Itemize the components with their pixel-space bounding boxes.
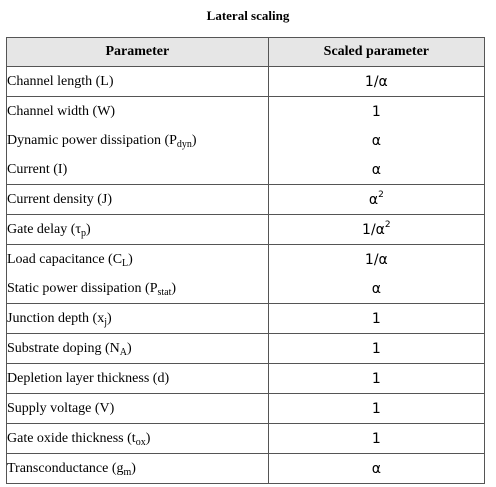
table-row (7, 126, 485, 155)
scaled-cell (268, 394, 484, 424)
parameter-suffix: ) (131, 460, 136, 476)
parameter-cell (7, 274, 269, 304)
table-row (7, 364, 485, 394)
parameter-name: Channel width (W) (7, 103, 116, 119)
parameter-name: Channel length (L) (7, 73, 114, 89)
lateral-scaling-table (6, 37, 485, 484)
parameter-name: Depletion layer thickness (d) (7, 370, 170, 386)
parameter-name: Current density (J) (7, 191, 112, 207)
parameter-cell (7, 394, 269, 424)
scaled-value: 1/α (364, 73, 388, 90)
scaled-value: 1/α (364, 251, 388, 268)
parameter-suffix: ) (128, 251, 133, 267)
table-row (7, 215, 485, 245)
table-header-row (7, 38, 485, 67)
parameter-suffix: ) (127, 340, 132, 356)
scaled-value: 1 (371, 400, 381, 417)
table-row (7, 424, 485, 454)
parameter-suffix: ) (171, 280, 177, 296)
parameter-name: Gate oxide thickness (t (7, 430, 136, 446)
parameter-cell (7, 454, 269, 484)
parameter-subscript: dyn (176, 138, 192, 150)
parameter-subscript: m (123, 466, 132, 478)
scaled-cell (268, 424, 484, 454)
header-scaled-parameter: Scaled parameter (268, 38, 484, 67)
parameter-cell (7, 97, 269, 127)
scaled-cell (268, 185, 484, 215)
scaled-value: 1/α (362, 221, 385, 238)
scaled-value: α (371, 132, 381, 149)
scaled-value: 1 (371, 340, 381, 357)
parameter-name: Junction depth (x (7, 310, 105, 326)
parameter-subscript: j (104, 316, 107, 328)
parameter-subscript: stat (157, 286, 172, 298)
parameter-suffix: ) (86, 221, 91, 237)
parameter-cell (7, 126, 269, 155)
parameter-cell (7, 67, 269, 97)
parameter-suffix: ) (107, 310, 112, 326)
table-row (7, 274, 485, 304)
table-row (7, 185, 485, 215)
scaled-value: 1 (371, 430, 381, 447)
parameter-cell (7, 155, 269, 185)
scaled-exponent: 2 (384, 219, 391, 230)
parameter-name: Substrate doping (N (7, 340, 120, 356)
parameter-cell (7, 245, 269, 275)
scaled-cell (268, 155, 484, 185)
header-parameter: Parameter (7, 38, 269, 67)
parameter-name: Gate delay (τ (7, 221, 82, 237)
parameter-cell (7, 185, 269, 215)
table-title: Lateral scaling (206, 8, 290, 23)
scaled-cell (268, 334, 484, 364)
scaled-cell (268, 245, 484, 275)
table-row (7, 155, 485, 185)
scaled-value: α (371, 460, 381, 477)
parameter-cell (7, 424, 269, 454)
scaled-cell (268, 364, 484, 394)
scaled-cell (268, 67, 484, 97)
parameter-subscript: L (122, 257, 129, 269)
parameter-name: Dynamic power dissipation (P (7, 132, 177, 148)
parameter-name: Static power dissipation (P (7, 280, 158, 296)
scaled-cell (268, 215, 484, 245)
scaled-exponent: 2 (378, 189, 384, 200)
scaled-value: α (371, 161, 381, 178)
parameter-cell (7, 215, 269, 245)
table-row (7, 334, 485, 364)
parameter-name: Current (I) (7, 161, 68, 177)
scaled-cell (268, 454, 484, 484)
parameter-cell (7, 334, 269, 364)
parameter-subscript: p (81, 227, 87, 239)
scaled-value: 1 (371, 310, 381, 327)
parameter-suffix: ) (191, 132, 197, 148)
table-row (7, 454, 485, 484)
table-row (7, 304, 485, 334)
table-row (7, 67, 485, 97)
scaled-cell (268, 97, 484, 127)
table-row (7, 97, 485, 127)
scaled-value: α (371, 280, 381, 297)
scaled-value: 1 (371, 103, 381, 120)
scaled-cell (268, 304, 484, 334)
parameter-name: Supply voltage (V) (7, 400, 115, 416)
table-row (7, 394, 485, 424)
scaled-value: 1 (371, 370, 381, 387)
parameter-name: Load capacitance (C (7, 251, 123, 267)
scaled-cell (268, 274, 484, 304)
scaled-cell (268, 126, 484, 155)
parameter-subscript: A (119, 346, 127, 358)
table-row (7, 245, 485, 275)
parameter-cell (7, 364, 269, 394)
parameter-subscript: ox (135, 436, 146, 448)
parameter-cell (7, 304, 269, 334)
scaled-value: α (368, 191, 379, 208)
parameter-name: Transconductance (g (7, 460, 124, 476)
parameter-suffix: ) (145, 430, 151, 446)
